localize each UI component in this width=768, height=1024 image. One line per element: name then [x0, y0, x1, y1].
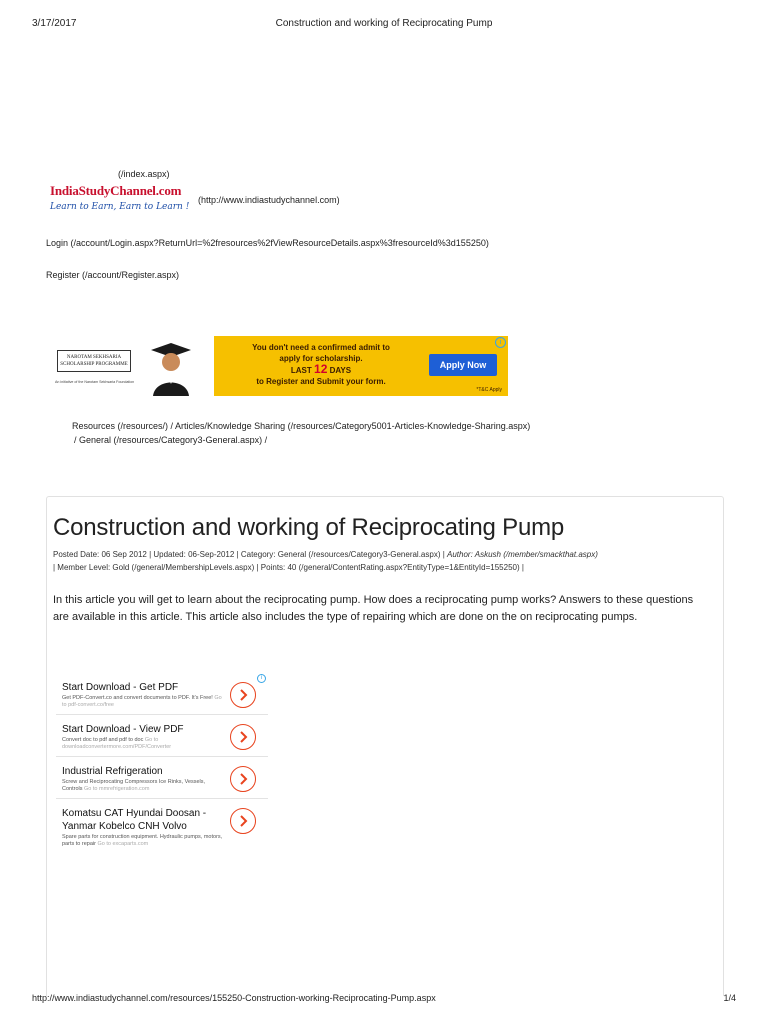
home-url[interactable]: (http://www.indiastudychannel.com)	[198, 195, 340, 205]
banner-left-panel	[49, 336, 214, 396]
site-logo[interactable]	[50, 183, 200, 219]
ad-desc	[62, 779, 227, 793]
chevron-right-icon	[237, 689, 249, 701]
logo-brand: IndiaStudyChannel.com	[50, 183, 182, 198]
adchoices-icon[interactable]: i	[257, 674, 266, 683]
ad-title[interactable]: Industrial Refrigeration	[62, 766, 163, 777]
apply-now-button[interactable]: Apply Now	[429, 354, 497, 376]
chevron-right-icon	[237, 815, 249, 827]
print-header	[32, 18, 736, 32]
banner-tc: *T&C Apply	[476, 387, 502, 393]
ad-go-link[interactable]: Go to excaparts.com	[97, 841, 149, 847]
scholarship-banner-ad[interactable]	[49, 336, 508, 396]
ad-item[interactable]	[56, 757, 268, 799]
graduate-person-icon	[141, 340, 197, 396]
ad-go-link[interactable]: Go to downloadconvertermore.com/PDF/Converter	[62, 737, 172, 750]
ad-arrow-button[interactable]	[230, 724, 256, 750]
ad-go-link[interactable]: Go to pdf-convert.co/free	[62, 695, 222, 708]
banner-last: LAST	[290, 366, 312, 375]
logo-link-text[interactable]: (/index.aspx)	[118, 169, 170, 179]
ad-desc	[62, 834, 227, 848]
print-date: 3/17/2017	[32, 18, 77, 29]
text-ad-unit	[56, 673, 268, 847]
banner-org-program: SCHOLARSHIP PROGRAMME	[60, 362, 128, 367]
ad-desc-text: Screw and Reciprocating Compressors Ice Rinks, Vessels, Controls	[62, 779, 206, 792]
ad-desc	[62, 695, 227, 709]
page-title: Construction and working of Reciprocating Pump	[53, 514, 565, 541]
breadcrumb-line-2[interactable]: / General (/resources/Category3-General.aspx) /	[74, 435, 268, 445]
breadcrumb-line-1[interactable]: Resources (/resources/) / Articles/Knowledge Sharing (/resources/Category5001-Articles-Knowledge-Sharing.aspx)	[72, 421, 531, 431]
banner-line-4: to Register and Submit your form.	[256, 377, 386, 386]
ad-desc-text: Convert doc to pdf and pdf to doc	[62, 737, 144, 743]
chevron-right-icon	[237, 773, 249, 785]
banner-org-sub: An initiative of the Narotam Sekhsaria Foundation	[55, 380, 135, 384]
article-author[interactable]: Author: Askush (/member/smackthat.aspx)	[447, 550, 598, 559]
ad-item[interactable]	[56, 715, 268, 757]
article-meta-dates-category: Posted Date: 06 Sep 2012 | Updated: 06-Sep-2012 | Category: General (/resources/Category3-General.aspx) |	[53, 550, 448, 559]
article-meta-line-1	[53, 548, 713, 561]
banner-org-name: NAROTAM SEKHSARIA	[66, 355, 122, 360]
banner-days-count: 12	[314, 362, 328, 376]
login-link[interactable]: Login (/account/Login.aspx?ReturnUrl=%2fresources%2fViewResourceDetails.aspx%3fresourceId%3d155250)	[46, 238, 489, 248]
chevron-right-icon	[237, 731, 249, 743]
banner-line-2: apply for scholarship.	[279, 354, 363, 363]
print-footer	[32, 993, 736, 1007]
ad-title[interactable]: Komatsu CAT Hyundai Doosan - Yanmar Kobelco CNH Volvo	[62, 808, 207, 832]
ad-arrow-button[interactable]	[230, 808, 256, 834]
article-intro: In this article you will get to learn about the reciprocating pump. How does a reciprocating pump works? Answers to these questions are available in this article. This article also includes the type of repairing which are done on the on reciprocating pumps.	[53, 594, 694, 623]
banner-org-box	[57, 350, 131, 372]
ad-arrow-button[interactable]	[230, 682, 256, 708]
ad-arrow-button[interactable]	[230, 766, 256, 792]
article-meta-line-2: | Member Level: Gold (/general/MembershipLevels.aspx) | Points: 40 (/general/ContentRating.aspx?EntityType=1&EntityId=155250) |	[53, 563, 524, 572]
print-doc-title: Construction and working of Reciprocating Pump	[275, 18, 493, 29]
banner-message	[221, 342, 421, 387]
logo-tagline: Learn to Earn, Earn to Learn !	[50, 202, 190, 212]
ad-title[interactable]: Start Download - View PDF	[62, 724, 184, 735]
breadcrumb[interactable]	[72, 419, 612, 447]
banner-line-1: You don't need a confirmed admit to	[252, 343, 390, 352]
ad-desc-text: Spare parts for construction equipment. Hydraulic pumps, motors, parts to repair	[62, 834, 223, 847]
banner-days: DAYS	[329, 366, 352, 375]
print-page-number: 1/4	[723, 993, 736, 1003]
ad-go-link[interactable]: Go to mmrefrigeration.com	[84, 786, 150, 792]
ad-item[interactable]	[56, 799, 268, 847]
article-meta	[53, 548, 713, 574]
ad-item[interactable]	[56, 673, 268, 715]
ad-desc	[62, 737, 227, 751]
banner-line-3	[221, 364, 421, 376]
register-link[interactable]: Register (/account/Register.aspx)	[46, 270, 180, 280]
ad-title[interactable]: Start Download - Get PDF	[62, 682, 179, 693]
adchoices-icon[interactable]: i	[495, 337, 506, 348]
print-footer-url: http://www.indiastudychannel.com/resources/155250-Construction-working-Reciprocating-Pump.aspx	[32, 993, 436, 1003]
ad-desc-text: Get PDF-Convert.co and convert documents to PDF. It's Free!	[62, 695, 213, 701]
